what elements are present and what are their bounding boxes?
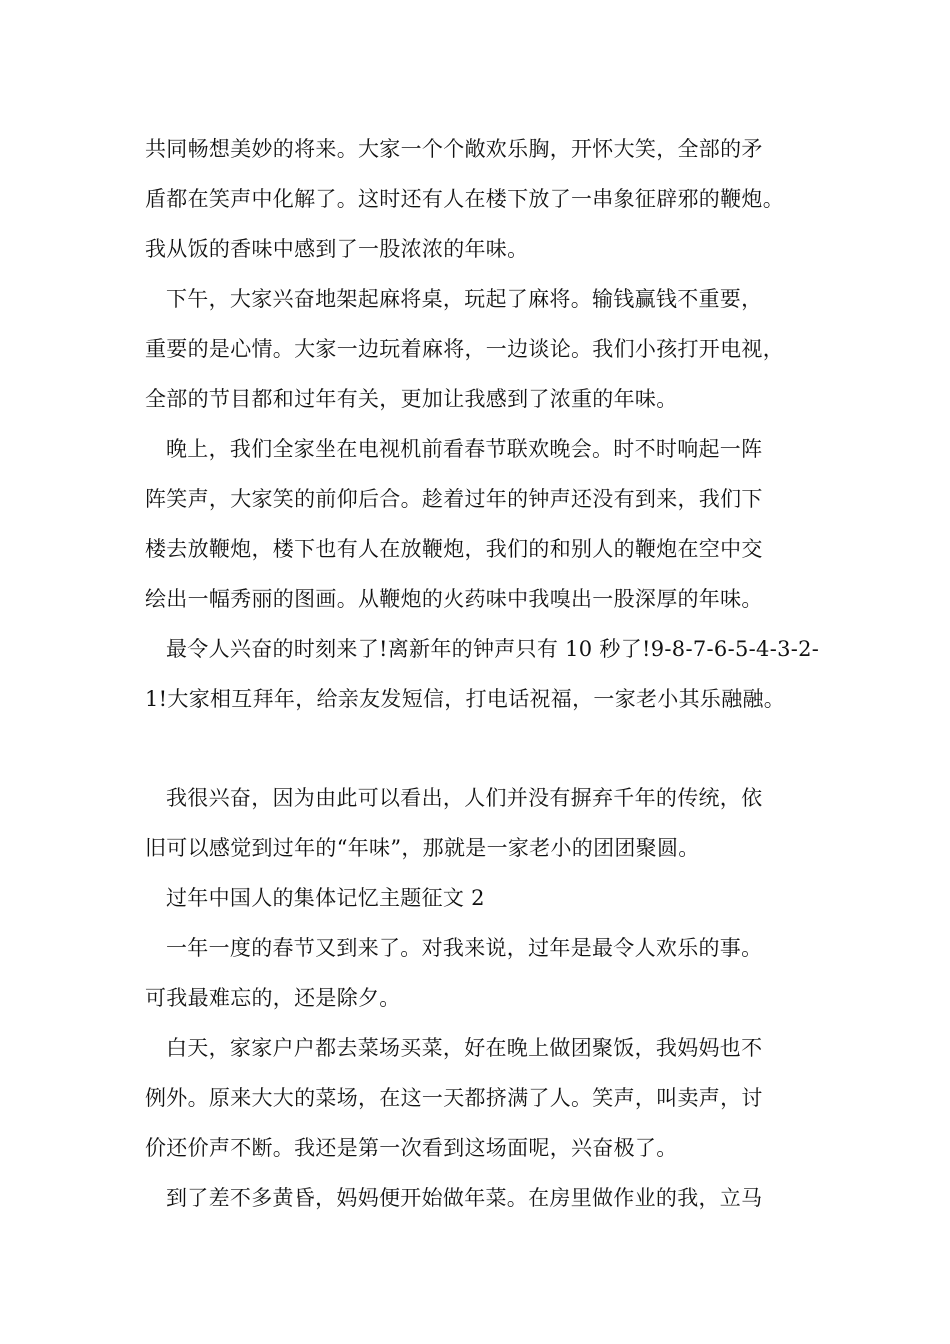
paragraph-line: 可我最难忘的，还是除夕。	[145, 986, 401, 1010]
paragraph-line: 楼去放鞭炮，楼下也有人在放鞭炮，我们的和别人的鞭炮在空中交	[145, 537, 763, 561]
paragraph-line: 重要的是心情。大家一边玩着麻将，一边谈论。我们小孩打开电视，	[145, 337, 784, 361]
paragraph-line: 晚上，我们全家坐在电视机前看春节联欢晚会。时不时响起一阵	[166, 437, 763, 461]
paragraph-line: 价还价声不断。我还是第一次看到这场面呢，兴奋极了。	[145, 1136, 678, 1160]
paragraph-line: 下午，大家兴奋地架起麻将桌，玩起了麻将。输钱赢钱不重要，	[166, 287, 763, 311]
paragraph-line: 白天，家家户户都去菜场买菜，好在晚上做团聚饭，我妈妈也不	[166, 1036, 763, 1060]
paragraph-line: 共同畅想美妙的将来。大家一个个敞欢乐胸，开怀大笑，全部的矛	[145, 137, 763, 161]
paragraph-line: 全部的节目都和过年有关，更加让我感到了浓重的年味。	[145, 387, 678, 411]
paragraph-line: 盾都在笑声中化解了。这时还有人在楼下放了一串象征辟邪的鞭炮。	[145, 187, 784, 211]
paragraph-line: 例外。原来大大的菜场，在这一天都挤满了人。笑声，叫卖声，讨	[145, 1086, 763, 1110]
paragraph-line: 旧可以感觉到过年的“年味”，那就是一家老小的团团聚圆。	[145, 836, 700, 860]
paragraph-line: 阵笑声，大家笑的前仰后合。趁着过年的钟声还没有到来，我们下	[145, 487, 763, 511]
paragraph-line: 我很兴奋，因为由此可以看出，人们并没有摒弃千年的传统，依	[166, 786, 763, 810]
paragraph-line: 1!大家相互拜年，给亲友发短信，打电话祝福，一家老小其乐融融。	[145, 687, 786, 711]
paragraph-line: 一年一度的春节又到来了。对我来说，过年是最令人欢乐的事。	[166, 936, 763, 960]
section-heading: 过年中国人的集体记忆主题征文 2	[166, 886, 485, 910]
paragraph-line: 绘出一幅秀丽的图画。从鞭炮的火药味中我嗅出一股深厚的年味。	[145, 587, 763, 611]
paragraph-line: 我从饭的香味中感到了一股浓浓的年味。	[145, 237, 529, 261]
paragraph-line: 到了差不多黄昏，妈妈便开始做年菜。在房里做作业的我，立马	[166, 1186, 763, 1210]
paragraph-line: 最令人兴奋的时刻来了!离新年的钟声只有 10 秒了!9-8-7-6-5-4-3-2-	[166, 637, 820, 661]
